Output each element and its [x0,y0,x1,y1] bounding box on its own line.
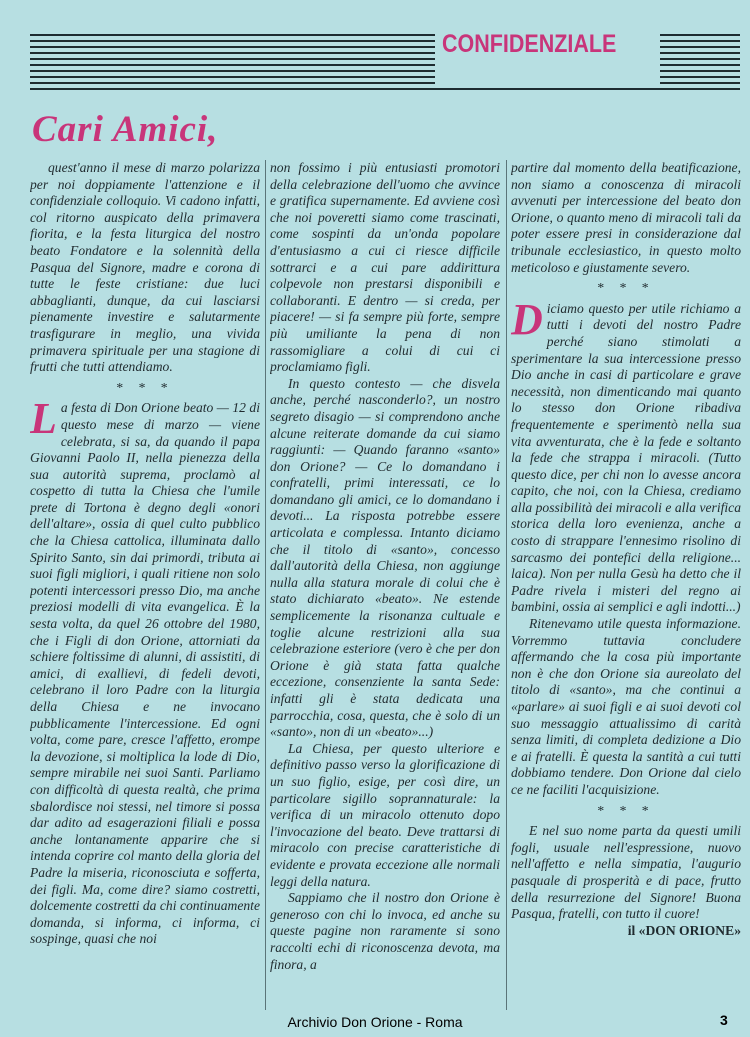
column-2 [270,160,500,1010]
section-header [30,30,740,86]
paragraph: quest'anno il mese di marzo polarizza per noi doppiamente l'attenzione e il confidenziale colloquio. Vi cadono infatti, col ritorno auspicato della primavera fiorita, e la festa liturgica del nostro beato Fondatore e la solennità della Pasqua del Signore, madre e corona di tutte le feste cristiane: due luci abbaglianti, dunque, da cui lasciarsi pienamente investire e salutarmente trasfigurare in meglio, una vivida primavera spirituale per una stagione di frutti che tutti attendiamo. [30,160,260,375]
paragraph-text: a festa di Don Orione beato — 12 di questo mese di marzo — viene celebrata, si sa, da quando il papa Giovanni Paolo II, nella pienezza della sua autorità suprema, proclamò al cospetto di tutta la Chiesa che l'umile prete di Tortona è degno degli «onori dell'altare», ossia di quel culto pubblico che la Chiesa cattolica, illuminata dallo Spirito Santo, sin dai primordi, tributa ai suoi figli migliori, i quali ritiene non solo potenti intercessori presso Dio, ma anche preziosi modelli di vita evangelica. È la sesta volta, da quel 26 ottobre del 1980, che i Figli di don Orione, attorniati da schiere foltissime di alunni, di assistiti, di amici, di exallievi, di fedeli devoti, celebrano il loro Padre con la liturgia della Chiesa e ne invocano pubblicamente l'intercessione. Ed ogni volta, come pare, cresce l'affetto, erompe la devozione, si moltiplica la lode di Dio, sempre mirabile nei suoi Santi. Parliamo con difficoltà di questa realtà, che prima sbalordisce noi stessi, nel timore si possa dar adito ad esagerazioni filiali e possa anche lontanamente apparire che si intenda coprire col manto della gloria del Padre la miseria, riconosciuta e sofferta, dei figli. Ma, come dire? siamo costretti, dolcemente costretti da chi continuamente domanda, si informa, ci informa, ci sospinge, quasi che noi [30,400,260,947]
header-stripes-left [30,34,435,86]
paragraph [30,394,260,948]
drop-cap: L [30,394,57,444]
paragraph: E nel suo nome parta da questi umili fogli, usuale nell'espressione, nuovo nell'affetto e nella simpatia, l'augurio pasquale di prosperità e di pace, frutto della resurrezione del Signore! Buona Pasqua, fratelli, con tutto il cuore! [511,823,741,922]
paragraph: Sappiamo che il nostro don Orione è generoso con chi lo invoca, ed anche su queste pagine non raramente si sono raccolti echi di riconoscenza devota, ma finora, a [270,890,500,972]
header-rule [30,88,740,90]
column-divider [265,160,266,1010]
section-title: CONFIDENZIALE [442,30,617,58]
drop-cap: D [511,294,543,344]
headline: Cari Amici, [32,109,219,150]
column-1 [30,160,260,1010]
paragraph: non fossimo i più entusiasti promotori della celebrazione dell'uomo che avvince e gratifica supernamente. Ed avviene così che noi poveretti siamo come trascinati, come sospinti da un'onda popolare d'entusiasmo a cui ci riesce difficile sottrarci e a cui pare addirittura colpevole non prestarsi disponibili e collaboranti. E dentro — si creda, per piacere! — si fa sempre più forte, sempre più umiliante la pena di non rassomigliare a colui di cui ci proclamiamo figli. [270,160,500,375]
header-stripes-right [660,34,740,86]
article-body [30,160,742,1010]
page-number: 3 [720,1012,728,1028]
paragraph: La Chiesa, per questo ulteriore e definitivo passo verso la glorificazione di un suo figlio, esige, per così dire, un particolare sigillo soprannaturale: la verifica di un miracolo ottenuto dopo l'invocazione del beato. Deve trattarsi di miracolo con precise caratteristiche di evidente e provata eccezione alle normali leggi della natura. [270,740,500,889]
paragraph-text: iciamo questo per utile richiamo a tutti i devoti del nostro Padre perché siano stimolati a sperimentare la sua intercessione presso Dio anche in casi di particolare e grave necessità, non dimenticando mai quanto lo stesso don Orione ribadiva frequentemente e sperimentò nella sua vita avventurata, che è la fede e soltanto la fede che strappa i miracoli. (Tutto questo dice, per chi non lo avesse ancora capito, che noi, con la Chiesa, crediamo alla possibilità dei miracoli e alla verifica storica della loro evenienza, anche a costo di strappare l'ennesimo risolino di sarcasmo dei pontefici della religione... laica). Non per nulla Gesù ha detto che il Padre rivela i misteri del regno ai bambini, ossia ai semplici e agli indotti...) [511,300,741,615]
paragraph: Ritenevamo utile questa informazione. Vorremmo tuttavia concludere affermando che la cosa più importante non è che don Orione sia aureolato del titolo di «santo», ma che continui a «parlare» ai suoi figli e ai suoi devoti col suo messaggio attualissimo di carità senza limiti, di completa dedizione a Dio e ai fratelli. È questa la santità a cui tutti dobbiamo tendere. Don Orione dal cielo ce ne faciliti l'acquisizione. [511,616,741,797]
column-3 [511,160,741,1010]
signature: il «DON ORIONE» [627,922,741,938]
paragraph: partire dal momento della beatificazione, non siamo a conoscenza di miracoli avvenuti per intercessione del beato don Orione, o quanto meno di miracoli tali da poter essere presi in considerazione dal tribunale ecclesiastico, in questo molto meticoloso e giustamente severo. [511,160,741,275]
section-separator: * * * [116,379,174,395]
section-separator: * * * [597,802,655,818]
section-separator: * * * [597,280,655,296]
paragraph [511,294,741,616]
column-divider [506,160,507,1010]
archive-footer: Archivio Don Orione - Roma [287,1014,463,1030]
paragraph: In questo contesto — che disvela anche, perché nasconderlo?, un nostro segreto disagio — si comprendono anche alcune reiterate domande da cui siamo raggiunti: — Quando faranno «santo» don Orione? — Ce lo domandano i confratelli, primi interessati, ce lo domandano gli amici, ce lo domandano i devoti... La risposta potrebbe essere articolata e complessa. Intanto diciamo che il titolo di «santo», concesso dall'autorità della Chiesa, non aggiunge nulla alla statura morale di colui che è stato dichiarato «beato». Ne estende semplicemente la risonanza cultuale e toglie alcune restrizioni alla sua celebrazione esteriore (vero è che per don Orione è già stata fatta qualche eccezione, consenziente la santa Sede: infatti gli è stata dedicata una parrocchia, cosa, questa, che è solo di un «santo», non di un «beato»...) [270,375,500,740]
